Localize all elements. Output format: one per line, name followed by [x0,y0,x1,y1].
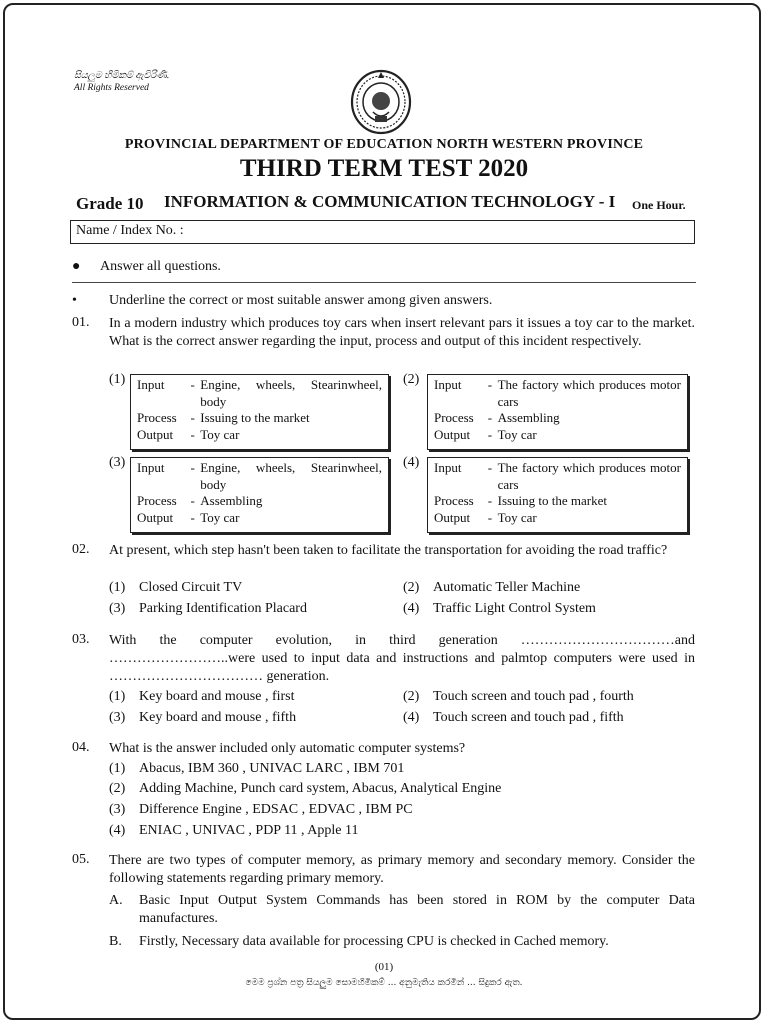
answer-option[interactable] [109,781,501,797]
option-text: Adding Machine, Punch card system, Abacus, Analytical Engine [139,781,502,796]
instruction-item [72,293,492,309]
instruction-text: Answer all questions. [100,259,221,274]
input-value: Engine, wheels, Stearinwheel, body [200,460,382,492]
process-value: Issuing to the market [200,410,310,425]
answer-option-box[interactable]: Input - Engine, wheels, Stearinwheel, body Process - Assembling Output - Toy car [130,457,389,533]
answer-option[interactable] [403,601,596,617]
question-text: There are two types of computer memory, as primary memory and secondary memory. Consider the following statements regarding primary memory. [109,853,695,886]
option-number: (1) [109,761,126,776]
input-value: The factory which produces motor cars [497,377,681,409]
answer-option[interactable] [109,761,404,777]
rights-english: All Rights Reserved [74,83,149,93]
input-label: Input [137,377,165,392]
answer-option[interactable] [403,689,634,705]
statement-item [109,933,695,953]
option-number: (2) [403,689,420,704]
option-text: Traffic Light Control System [433,601,596,616]
process-value: Issuing to the market [497,493,608,508]
statement-text: Firstly, Necessary data available for processing CPU is checked in Cached memory. [139,934,609,949]
input-label: Input [137,460,165,475]
bullet-icon: • [72,293,77,308]
output-value: Toy car [497,509,537,525]
option-text: ENIAC , UNIVAC , PDP 11 , Apple 11 [139,823,359,838]
question-text: With the computer evolution, in third generation ……………………………and ……………………..were used to input data and instructions and palmtop computers were used in …………………………… generation. [109,633,695,684]
name-index-label: Name / Index No. : [76,223,184,238]
input-label: Input [434,460,462,475]
input-value: Engine, wheels, Stearinwheel, body [200,377,382,409]
question-text: At present, which step hasn't been taken to facilitate the transportation for avoiding the road traffic? [109,543,668,558]
instruction-item [72,259,221,275]
output-label: Output [434,509,471,525]
option-text: Parking Identification Placard [139,601,307,616]
input-label: Input [434,377,462,392]
answer-option[interactable] [109,710,296,726]
answer-option[interactable] [109,689,295,705]
department-name: PROVINCIAL DEPARTMENT OF EDUCATION NORTH WESTERN PROVINCE [124,137,644,152]
option-number: (1) [109,580,126,595]
option-text: Touch screen and touch pad , fifth [433,710,624,725]
option-number: (3) [109,455,126,470]
question-text: In a modern industry which produces toy cars when insert relevant pars it issues a toy car to the market. What is the correct answer regarding the input, process and output of this incident respectively. [109,316,695,349]
option-text: Closed Circuit TV [139,580,243,595]
page-number: (01) [374,961,394,973]
subject-title: INFORMATION & COMMUNICATION TECHNOLOGY - I [164,192,616,211]
question-number: 04. [72,740,90,755]
option-text: Automatic Teller Machine [433,580,581,595]
option-text: Abacus, IBM 360 , UNIVAC LARC , IBM 701 [139,761,405,776]
answer-option[interactable] [109,802,413,818]
statement-text: Basic Input Output System Commands has been stored in ROM by the computer Data manufactures. [139,893,695,926]
process-value: Assembling [497,410,560,425]
option-number: (4) [403,455,420,470]
process-label: Process [434,493,474,508]
statement-letter: B. [109,934,122,949]
process-label: Process [434,410,474,425]
statement-letter: A. [109,893,123,908]
question-number: 03. [72,632,90,647]
answer-option[interactable] [403,580,580,596]
option-text: Key board and mouse , fifth [139,710,297,725]
grade-label: Grade 10 [76,194,144,213]
answer-option[interactable] [109,601,307,617]
process-label: Process [137,493,177,508]
option-text: Key board and mouse , first [139,689,295,704]
option-text: Touch screen and touch pad , fourth [433,689,634,704]
government-crest-logo [349,68,413,136]
output-label: Output [434,426,471,442]
option-number: (3) [109,802,126,817]
footer-note: මෙම ප්‍රශ්න පත්‍ර සියලුම සොමහිමිකම් ... අනුමැතිය කරමින් ... සිදුකර ඇත. [245,978,523,988]
answer-option-box[interactable]: Input - The factory which produces motor cars Process - Issuing to the market Output - Toy car [427,457,688,533]
option-number: (4) [403,710,420,725]
rights-sinhala: සියලුම හිමිකම් ඇවිරිණි. [74,71,170,81]
option-number: (1) [109,372,126,387]
statement-item [109,892,695,932]
question-number: 01. [72,315,90,330]
process-value: Assembling [200,493,263,508]
process-label: Process [137,410,177,425]
answer-option[interactable] [109,580,242,596]
answer-option-box[interactable]: Input - Engine, wheels, Stearinwheel, body Process - Issuing to the market Output - Toy car [130,374,389,450]
option-text: Difference Engine , EDSAC , EDVAC , IBM PC [139,802,413,817]
option-number: (3) [109,601,126,616]
name-index-field[interactable] [70,220,695,244]
answer-option-box[interactable]: Input - The factory which produces motor cars Process - Assembling Output - Toy car [427,374,688,450]
option-number: (4) [403,601,420,616]
output-label: Output [137,426,174,442]
rights-notice [74,70,169,94]
duration-label: One Hour. [632,198,686,212]
option-number: (4) [109,823,126,838]
answer-option[interactable] [403,710,624,726]
question-number: 05. [72,852,90,867]
instruction-text: Underline the correct or most suitable answer among given answers. [109,293,493,308]
question-text: What is the answer included only automatic computer systems? [109,741,466,756]
option-number: (2) [403,372,420,387]
divider [72,282,696,283]
option-number: (1) [109,689,126,704]
output-value: Toy car [497,426,537,442]
input-value: The factory which produces motor cars [497,460,681,492]
option-number: (3) [109,710,126,725]
answer-option[interactable] [109,823,358,839]
option-number: (2) [109,781,126,796]
output-value: Toy car [200,426,240,442]
test-title: THIRD TERM TEST 2020 [239,155,529,182]
output-value: Toy car [200,509,240,525]
output-label: Output [137,509,174,525]
bullet-icon: ● [72,259,81,274]
question-number: 02. [72,542,90,557]
option-number: (2) [403,580,420,595]
